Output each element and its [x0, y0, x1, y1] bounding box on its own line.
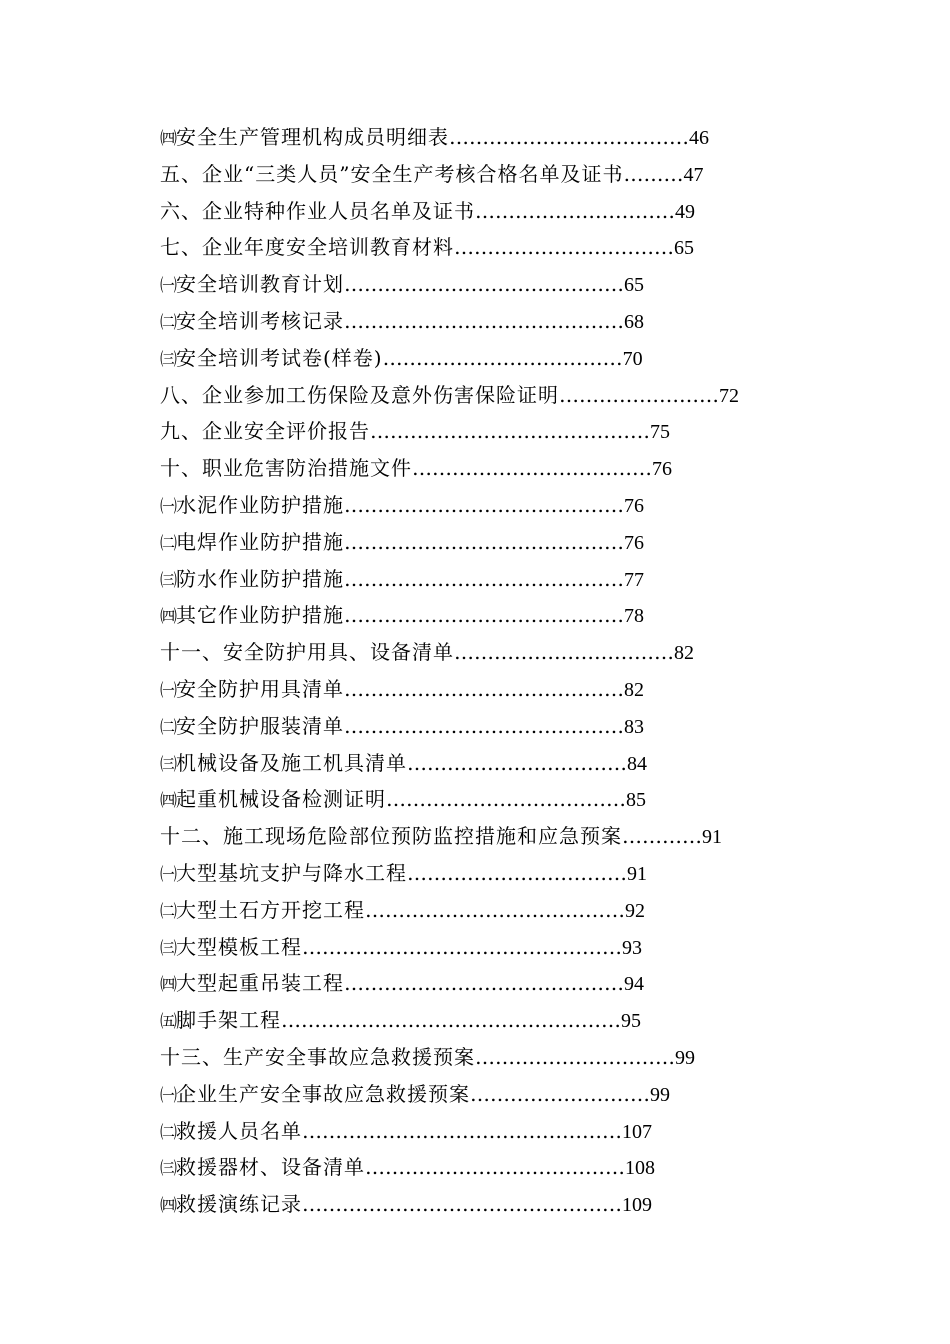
toc-entry-title: 十二、施工现场危险部位预防监控措施和应急预案: [160, 824, 622, 849]
toc-entry: [160, 229, 820, 266]
toc-entry-title: 其它作业防护措施: [176, 603, 344, 628]
toc-entry: [160, 1113, 820, 1150]
toc-entry: [160, 671, 820, 708]
toc-entry: [160, 303, 820, 340]
toc-dot-leader: ……………………………………: [344, 603, 624, 628]
toc-entry: [160, 745, 820, 782]
toc-entry-title: 安全防护服装清单: [176, 713, 344, 738]
toc-dot-leader: ……………………………: [454, 235, 674, 260]
toc-entry-title: 十一、安全防护用具、设备清单: [160, 640, 454, 665]
toc-dot-leader: ……………………………………: [344, 492, 624, 517]
toc-entry-title: 九、企业安全评价报告: [160, 419, 370, 444]
toc-entry-title: 大型土石方开挖工程: [176, 897, 365, 922]
toc-entry-title: 安全生产管理机构成员明细表: [176, 125, 449, 149]
toc-entry-title: 大型基坑支护与降水工程: [176, 860, 407, 885]
toc-page-number: 85: [626, 789, 646, 812]
toc-dot-leader: ……………………………: [454, 640, 674, 665]
toc-entry: [160, 708, 820, 745]
toc-page-number: 92: [625, 899, 645, 922]
toc-entry: [160, 450, 820, 487]
toc-entry-number: ㈡: [160, 717, 176, 738]
toc-entry: [160, 487, 820, 524]
toc-entry-title: 救援演练记录: [176, 1192, 302, 1217]
toc-page-number: 75: [650, 421, 670, 444]
toc-page-number: 82: [624, 678, 644, 701]
toc-entry-number: ㈡: [160, 1122, 176, 1143]
toc-entry-number: ㈣: [160, 1196, 176, 1217]
toc-page-number: 95: [621, 1010, 641, 1033]
toc-page-number: 83: [624, 715, 644, 738]
toc-entry: [160, 561, 820, 598]
toc-entry: [160, 781, 820, 818]
toc-entry-title: 十、职业危害防治措施文件: [160, 456, 412, 481]
toc-dot-leader: ……………………………………: [344, 566, 624, 591]
toc-entry-title: 十三、生产安全事故应急救援预案: [160, 1044, 475, 1069]
toc-dot-leader: ………………………………: [386, 787, 626, 812]
toc-entry: [160, 1149, 820, 1186]
toc-entry: [160, 1076, 820, 1113]
toc-page-number: 70: [622, 347, 643, 370]
toc-entry: [160, 892, 820, 929]
toc-entry-number: ㈠: [160, 680, 176, 701]
toc-entry: [160, 156, 820, 193]
toc-page-number: 82: [674, 642, 694, 665]
toc-page-number: 99: [675, 1046, 695, 1069]
toc-entry-title: 起重机械设备检测证明: [176, 787, 386, 812]
toc-dot-leader: ……………………………………: [344, 529, 624, 554]
toc-entry-title: 机械设备及施工机具清单: [176, 750, 407, 775]
toc-dot-leader: …………: [622, 824, 702, 849]
toc-page-number: 72: [719, 384, 739, 407]
toc-entry-number: ㈡: [160, 533, 176, 554]
toc-entry-number: ㈢: [160, 938, 176, 959]
toc-entry: [160, 266, 820, 303]
toc-page-number: 76: [624, 531, 644, 554]
toc-dot-leader: …………………………………: [365, 1155, 625, 1180]
toc-entry: [160, 377, 820, 414]
toc-entry: [160, 818, 820, 855]
toc-page-number: 46: [689, 127, 709, 149]
toc-entry-title: 大型起重吊装工程: [176, 971, 344, 996]
toc-entry-number: ㈢: [160, 349, 176, 370]
toc-entry-number: ㈣: [160, 975, 176, 996]
toc-dot-leader: …………………………: [475, 1044, 675, 1069]
toc-entry-title: 救援器材、设备清单: [176, 1155, 365, 1180]
toc-page-number: 76: [624, 494, 644, 517]
toc-dot-leader: ……………………………………: [370, 419, 650, 444]
toc-page-number: 108: [625, 1157, 655, 1180]
toc-entry-title: 电焊作业防护措施: [176, 529, 344, 554]
toc-page-number: 49: [675, 200, 695, 223]
toc-entry: [160, 855, 820, 892]
toc-dot-leader: ………………………………: [412, 456, 652, 481]
toc-dot-leader: …………………………………: [365, 897, 625, 922]
toc-entry: [160, 597, 820, 634]
toc-entry-title: 大型模板工程: [176, 934, 302, 959]
toc-dot-leader: …………………………………………: [302, 1192, 622, 1217]
toc-entry-title: 七、企业年度安全培训教育材料: [160, 235, 454, 260]
toc-entry-number: ㈡: [160, 312, 176, 333]
toc-entry: [160, 634, 820, 671]
toc-entry-number: ㈡: [160, 901, 176, 922]
toc-page-number: 99: [650, 1083, 670, 1106]
toc-dot-leader: ………………………: [470, 1081, 650, 1106]
table-of-contents: [160, 119, 820, 1223]
toc-dot-leader: ……………………………………: [344, 272, 624, 297]
toc-dot-leader: ……………………: [559, 382, 719, 407]
toc-dot-leader: …………………………………………: [302, 1118, 622, 1143]
toc-dot-leader: ………………………………: [382, 345, 623, 370]
toc-page-number: 84: [627, 752, 647, 775]
toc-dot-leader: ……………………………………: [344, 308, 624, 333]
toc-entry-title: 五、企业“三类人员”安全生产考核合格名单及证书: [160, 161, 624, 186]
toc-page-number: 77: [624, 568, 644, 591]
toc-entry: [160, 340, 820, 377]
toc-entry-title: 六、企业特种作业人员名单及证书: [160, 198, 475, 223]
toc-page-number: 94: [624, 973, 644, 996]
toc-entry-title: 安全培训考试卷(样卷): [176, 345, 383, 370]
toc-entry-title: 安全培训教育计划: [176, 272, 344, 297]
toc-page-number: 47: [683, 163, 704, 186]
toc-entry-title: 脚手架工程: [176, 1008, 281, 1033]
toc-dot-leader: ……………………………………: [344, 971, 624, 996]
toc-entry-number: ㈢: [160, 570, 176, 591]
toc-entry: [160, 524, 820, 561]
toc-page-number: 76: [652, 458, 672, 481]
toc-entry-number: ㈠: [160, 1085, 176, 1106]
toc-entry-title: 安全培训考核记录: [176, 308, 344, 333]
toc-entry-number: ㈠: [160, 276, 176, 297]
toc-page-number: 65: [624, 274, 644, 297]
toc-dot-leader: ……………………………: [407, 860, 627, 885]
toc-entry-title: 水泥作业防护措施: [176, 492, 344, 517]
toc-dot-leader: ……………………………………………: [281, 1008, 621, 1033]
toc-entry-number: ㈤: [160, 1012, 176, 1033]
toc-entry-title: 救援人员名单: [176, 1118, 302, 1143]
toc-entry-title: 防水作业防护措施: [176, 566, 344, 591]
toc-page-number: 78: [624, 605, 644, 628]
toc-entry-number: ㈣: [160, 791, 176, 812]
toc-page-number: 65: [674, 237, 694, 260]
toc-dot-leader: ……………………………………: [344, 676, 624, 701]
toc-page-number: 109: [622, 1194, 652, 1217]
toc-page-number: 91: [702, 826, 722, 849]
toc-dot-leader: ……………………………………: [344, 713, 624, 738]
toc-entry-number: ㈢: [160, 1159, 176, 1180]
toc-dot-leader: …………………………………………: [302, 934, 622, 959]
toc-entry-number: ㈠: [160, 496, 176, 517]
toc-dot-leader: …………………………: [475, 198, 675, 223]
toc-dot-leader: ………: [623, 161, 684, 186]
toc-entry: [160, 929, 820, 966]
toc-entry: [160, 119, 820, 156]
toc-entry: [160, 413, 820, 450]
toc-entry-title: 企业生产安全事故应急救援预案: [176, 1081, 470, 1106]
toc-page-number: 91: [627, 862, 647, 885]
toc-entry: [160, 1039, 820, 1076]
toc-page-number: 107: [622, 1120, 652, 1143]
toc-entry-number: ㈣: [160, 129, 176, 149]
toc-entry: [160, 193, 820, 230]
toc-dot-leader: ………………………………: [449, 125, 689, 149]
toc-dot-leader: ……………………………: [407, 750, 627, 775]
toc-entry: [160, 965, 820, 1002]
toc-entry-number: ㈢: [160, 754, 176, 775]
toc-entry-title: 八、企业参加工伤保险及意外伤害保险证明: [160, 382, 559, 407]
toc-page-number: 68: [624, 310, 644, 333]
toc-entry-number: ㈣: [160, 607, 176, 628]
toc-entry: [160, 1002, 820, 1039]
toc-entry-number: ㈠: [160, 864, 176, 885]
toc-page-number: 93: [622, 936, 642, 959]
toc-entry: [160, 1186, 820, 1223]
toc-entry-title: 安全防护用具清单: [176, 676, 344, 701]
